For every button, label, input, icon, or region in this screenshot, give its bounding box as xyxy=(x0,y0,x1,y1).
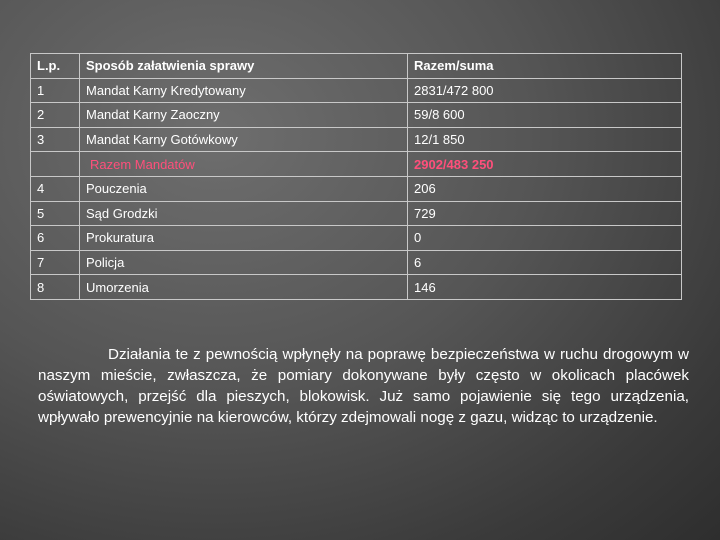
cell-lp: 8 xyxy=(31,275,80,300)
cell-total: 729 xyxy=(408,201,682,226)
cell-total: 206 xyxy=(408,176,682,201)
table-row xyxy=(31,176,682,201)
cell-method: Sąd Grodzki xyxy=(80,201,408,226)
table-row xyxy=(31,275,682,300)
cell-method: Mandat Karny Gotówkowy xyxy=(80,127,408,152)
cell-lp: 4 xyxy=(31,176,80,201)
table-row xyxy=(31,78,682,103)
cell-total: 2902/483 250 xyxy=(408,152,682,177)
table-header-row xyxy=(31,54,682,79)
cell-method: Mandat Karny Zaoczny xyxy=(80,103,408,128)
cell-method: Pouczenia xyxy=(80,176,408,201)
table-row xyxy=(31,127,682,152)
cell-total: 146 xyxy=(408,275,682,300)
cell-total: 12/1 850 xyxy=(408,127,682,152)
cell-total: 0 xyxy=(408,226,682,251)
table-row xyxy=(31,201,682,226)
header-method: Sposób załatwienia sprawy xyxy=(80,54,408,79)
cell-lp xyxy=(31,152,80,177)
cell-lp: 3 xyxy=(31,127,80,152)
cell-lp: 2 xyxy=(31,103,80,128)
cell-method: Policja xyxy=(80,250,408,275)
table-row xyxy=(31,103,682,128)
header-lp: L.p. xyxy=(31,54,80,79)
cell-total: 59/8 600 xyxy=(408,103,682,128)
table-row xyxy=(31,250,682,275)
paragraph-text: Działania te z pewnością wpłynęły na poprawę bezpieczeństwa w ruchu drogowym w naszym mieście, zwłaszcza, że pomiary dokonywane były często w okolicach placówek oświatowych, przejść dla pieszych, blokowisk. Już samo pojawienie się tego urządzenia, wpływało prewencyjnie na kierowców, którzy zdejmowali nogę z gazu, widząc to urządzenie. xyxy=(38,346,689,426)
cell-method: Prokuratura xyxy=(80,226,408,251)
cell-total: 2831/472 800 xyxy=(408,78,682,103)
header-total: Razem/suma xyxy=(408,54,682,79)
cell-lp: 1 xyxy=(31,78,80,103)
table-row xyxy=(31,226,682,251)
table-total-row xyxy=(31,152,682,177)
cell-method: Umorzenia xyxy=(80,275,408,300)
cell-lp: 6 xyxy=(31,226,80,251)
summary-paragraph xyxy=(38,344,689,428)
cell-lp: 7 xyxy=(31,250,80,275)
cell-method: Mandat Karny Kredytowany xyxy=(80,78,408,103)
cell-total: 6 xyxy=(408,250,682,275)
cell-lp: 5 xyxy=(31,201,80,226)
statistics-table xyxy=(30,53,682,300)
cell-method: Razem Mandatów xyxy=(80,152,408,177)
